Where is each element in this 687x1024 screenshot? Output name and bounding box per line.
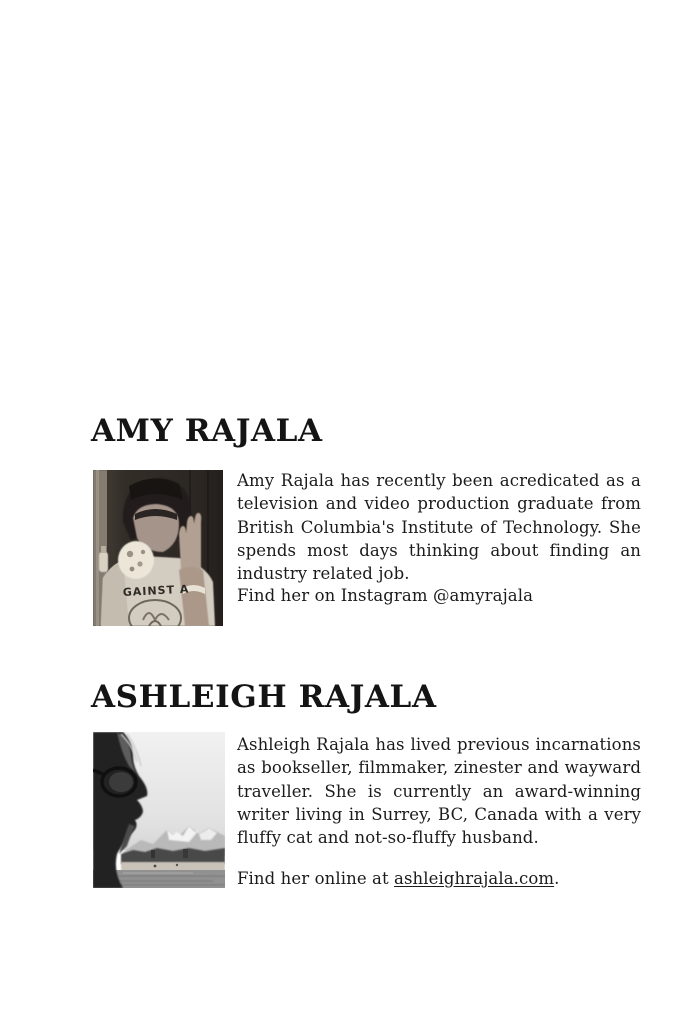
amy-instagram-handle: @amyrajala — [432, 586, 534, 605]
ashleigh-website-link[interactable]: ashleighrajala.com — [394, 869, 555, 888]
author-heading-amy: AMY RAJALA — [91, 413, 323, 449]
amy-rajala-photo — [93, 470, 223, 626]
amy-shirt-print-text: GAINST A — [122, 582, 190, 599]
amy-find-prefix: Find her on Instagram — [237, 586, 433, 605]
ashleigh-find-suffix: . — [554, 869, 560, 888]
amy-find-line — [237, 584, 533, 607]
amy-photo-art — [93, 470, 223, 626]
author-heading-ashleigh: ASHLEIGH RAJALA — [91, 679, 437, 715]
amy-bio-paragraph: Amy Rajala has recently been acredicated as a television and video production graduate from British Columbia's Institute of Technology. She spends most days thinking about finding an industry related job. — [237, 471, 641, 584]
ashleigh-bio-paragraph: Ashleigh Rajala has lived previous incarnations as bookseller, filmmaker, zinester and wayward traveller. She is currently an award-winning writer living in Surrey, BC, Canada with a very fluffy cat and not-so-fluffy husband. — [237, 735, 641, 848]
ashleigh-rajala-photo — [93, 732, 225, 888]
ashleigh-find-prefix: Find her online at — [237, 869, 395, 888]
ashleigh-photo-art — [93, 732, 225, 888]
ashleigh-find-line — [237, 867, 560, 890]
